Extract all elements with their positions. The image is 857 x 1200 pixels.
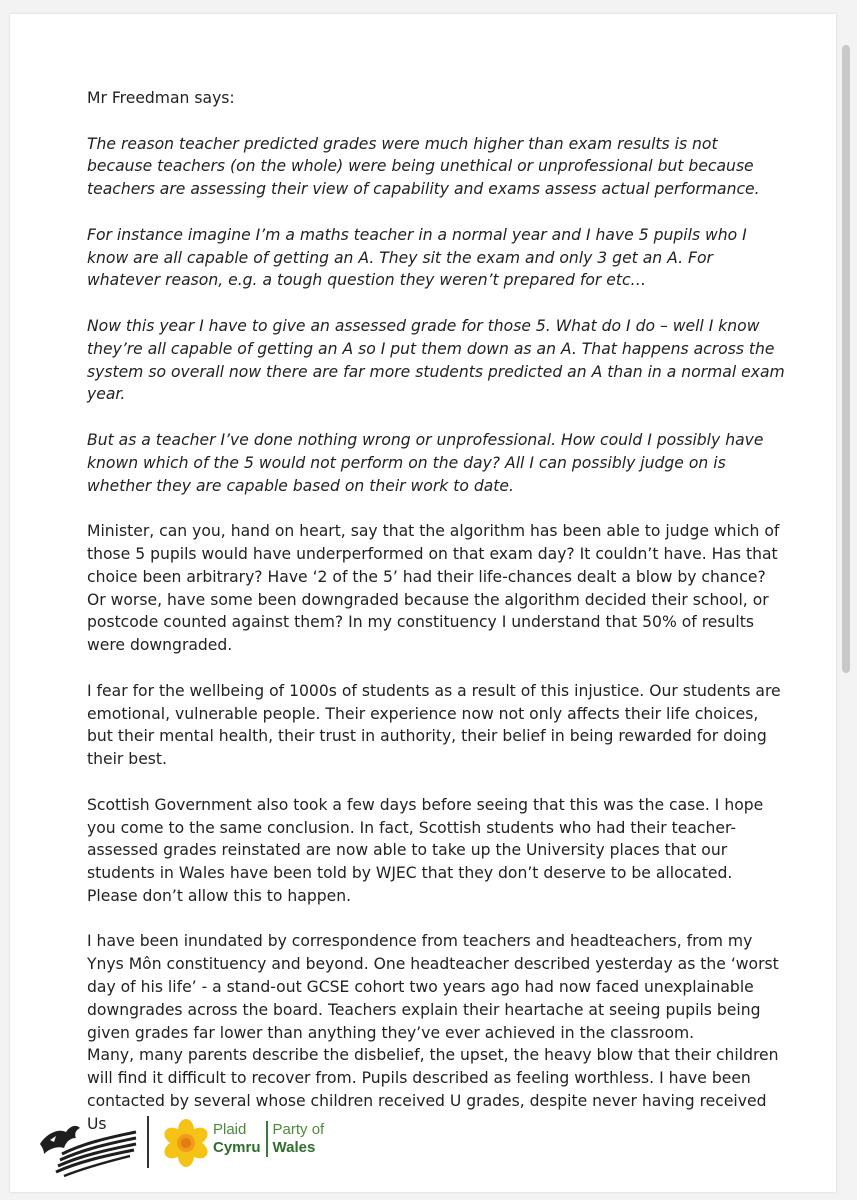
body-paragraph-1: Minister, can you, hand on heart, say that the algorithm has been able to judge which of those 5 pupils would have underperformed on that exam day? It couldn’t have. Has that choice been arbitrary? Have ‘2 of the 5’ had their life-chances dealt a blow by chance? Or worse, have some been downgraded because the algorithm decided their school, or postcode counted against them? In my constituency I understand that 50% of results were downgraded. bbox=[87, 522, 780, 655]
wordmark-cymru: Cymru bbox=[213, 1139, 261, 1156]
quote-paragraph-2: For instance imagine I’m a maths teacher in a normal year and I have 5 pupils who I know are all capable of getting an A. They sit the exam and only 3 get an A. For whatever reason, e.g. a tough question they weren’t prepared for etc… bbox=[87, 225, 747, 290]
wordmark-wales: Wales bbox=[272, 1139, 316, 1156]
body-paragraph-4: I have been inundated by correspondence from teachers and headteachers, from my Ynys Môn constituency and beyond. One headteacher described yesterday as the ‘worst day of his life’ - a stand-out GCSE cohort two years ago had now faced unexplainable downgrades across the board. Teachers explain their heartache at seeing pupils being given grades far lower than anything they’ve ever achieved in the classroom. bbox=[87, 932, 779, 1042]
poppy-logo-icon bbox=[161, 1118, 211, 1168]
quote-paragraph-4: But as a teacher I’ve done nothing wrong or unprofessional. How could I possibly have known which of the 5 would not perform on the day? All I can possibly judge on is whether they are capable based on their work to date. bbox=[87, 430, 764, 495]
wordmark-plaid: Plaid bbox=[213, 1121, 247, 1138]
wordmark-party-of: Party of bbox=[272, 1121, 325, 1138]
body-paragraph-2: I fear for the wellbeing of 1000s of students as a result of this injustice. Our students are emotional, vulnerable people. Their experience now not only affects their life choices, but their mental health, their trust in authority, their belief in being rewarded for doing their best. bbox=[87, 681, 781, 769]
body-paragraph-5: Many, many parents describe the disbelief, the upset, the heavy blow that their children will find it difficult to recover from. Pupils described as feeling worthless. I have been contacted by several whose children received U grades, despite never having received Us bbox=[87, 1046, 779, 1133]
document-page bbox=[10, 14, 836, 1192]
wordmark-english bbox=[266, 1121, 325, 1157]
intro-line: Mr Freedman says: bbox=[87, 89, 235, 107]
dragon-logo-icon bbox=[36, 1114, 140, 1178]
plaid-cymru-wordmark bbox=[213, 1121, 324, 1157]
body-paragraph-3: Scottish Government also took a few days before seeing that this was the case. I hope you come to the same conclusion. In fact, Scottish students who had their teacher-assessed grades reinstated are now able to take up the University places that our students in Wales have been told by WJEC that they don’t deserve to be allocated. Please don’t allow this to happen. bbox=[87, 795, 764, 905]
quote-paragraph-1: The reason teacher predicted grades were much higher than exam results is not because teachers (on the whole) were being unethical or unprofessional but because teachers are assessing their view of capability and exams assess actual performance. bbox=[87, 134, 760, 199]
footer-divider bbox=[147, 1116, 149, 1168]
letter-body bbox=[87, 87, 787, 1136]
quote-paragraph-3: Now this year I have to give an assessed grade for those 5. What do I do – well I know they’re all capable of getting an A so I put them down as an A. That happens across the system so overall now there are far more students predicted an A than in a normal exam year. bbox=[87, 316, 785, 404]
vertical-scrollbar[interactable] bbox=[842, 45, 850, 673]
letterhead-footer bbox=[10, 1112, 836, 1182]
wordmark-welsh bbox=[213, 1121, 266, 1157]
